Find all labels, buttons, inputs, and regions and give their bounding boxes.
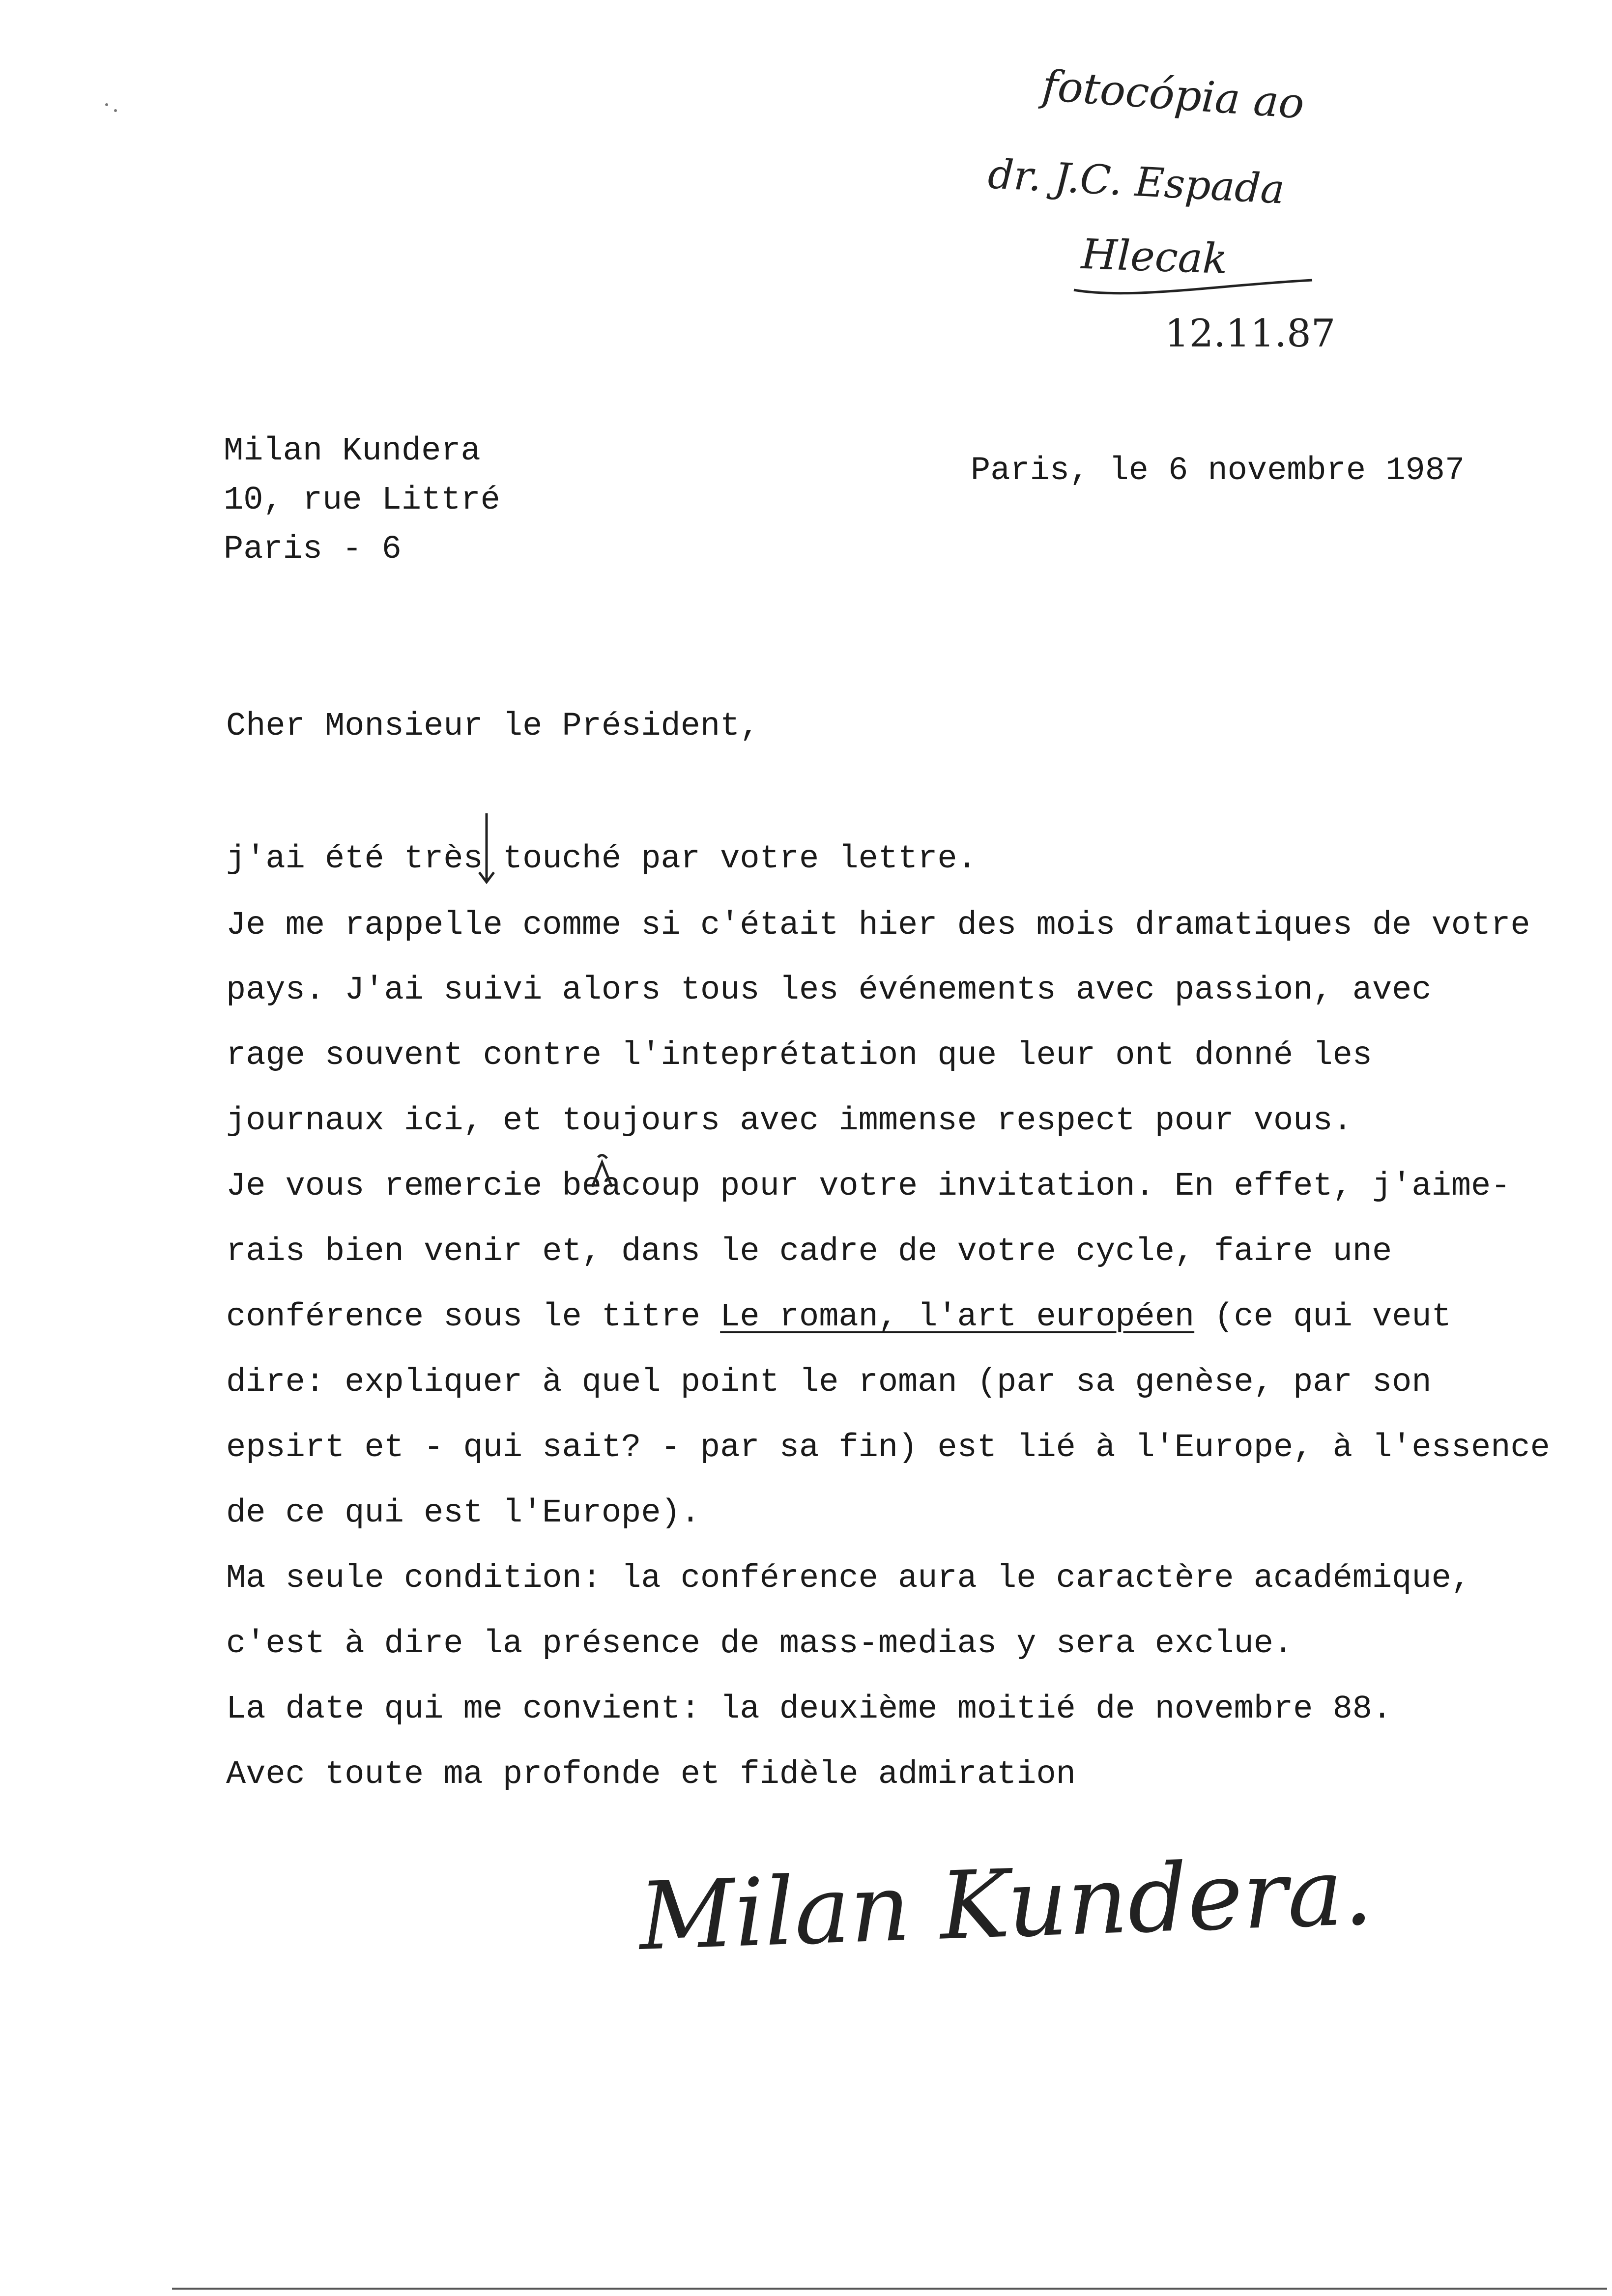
body-line: rais bien venir et, dans le cadre de votre cycle, faire une [226, 1233, 1392, 1270]
signature: Milan Kundera. [637, 1837, 1375, 1971]
sender-city: Paris - 6 [224, 531, 402, 568]
annotation-underline [1071, 275, 1317, 305]
body-line: epsirt et - qui sait? - par sa fin) est lié à l'Europe, à l'essence [226, 1429, 1550, 1466]
insertion-mark [587, 1152, 617, 1192]
body-line: Avec toute ma profonde et fidèle admiration [226, 1756, 1076, 1793]
annotation-initials: Hlecak [1080, 230, 1229, 284]
body-line: dire: expliquer à quel point le roman (par sa genèse, par son [226, 1364, 1432, 1401]
annotation-line1: fotocópia ao [1040, 61, 1306, 129]
body-line [226, 1298, 1451, 1336]
scan-edge [172, 2288, 1607, 2290]
body-line: j'ai été très touché par votre lettre. [226, 840, 977, 878]
scan-speck [114, 109, 117, 112]
annotation-line2: dr. J.C. Espada [986, 151, 1286, 213]
sender-name: Milan Kundera [224, 432, 481, 470]
body-line: Ma seule condition: la conférence aura le caractère académique, [226, 1560, 1471, 1597]
lecture-title: Le roman, l'art européen [720, 1298, 1195, 1336]
body-line: journaux ici, et toujours avec immense respect pour vous. [226, 1102, 1353, 1140]
sender-street: 10, rue Littré [224, 482, 500, 519]
body-line: de ce qui est l'Europe). [226, 1494, 700, 1532]
annotation-date: 12.11.87 [1165, 312, 1336, 356]
scan-speck [105, 103, 108, 106]
body-line: c'est à dire la présence de mass-medias y sera exclue. [226, 1625, 1294, 1663]
insertion-mark [472, 811, 501, 885]
body-line: rage souvent contre l'inteprétation que leur ont donné les [226, 1037, 1372, 1074]
dateline: Paris, le 6 novembre 1987 [971, 452, 1465, 489]
body-line: Je me rappelle comme si c'était hier des mois dramatiques de votre [226, 907, 1530, 944]
body-line: La date qui me convient: la deuxième moitié de novembre 88. [226, 1691, 1392, 1728]
body-line: Je vous remercie beacoup pour votre invitation. En effet, j'aime- [226, 1168, 1511, 1205]
body-text: (ce qui veut [1194, 1298, 1451, 1336]
body-line: pays. J'ai suivi alors tous les événements avec passion, avec [226, 972, 1432, 1009]
salutation: Cher Monsieur le Président, [226, 708, 760, 745]
body-text: conférence sous le titre [226, 1298, 720, 1336]
